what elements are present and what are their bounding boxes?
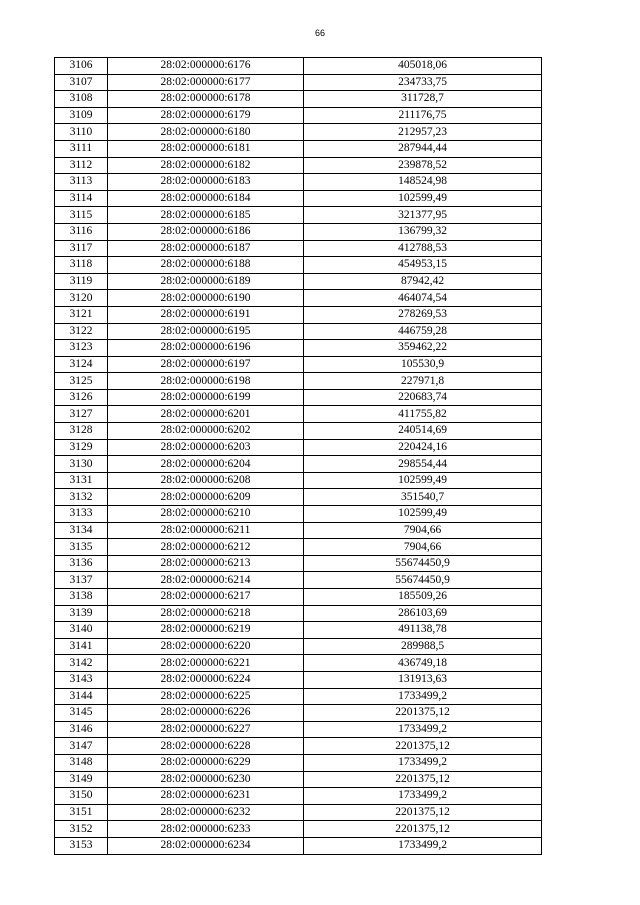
table-row [55, 655, 542, 672]
row-number-cell: 3130 [55, 456, 108, 473]
row-number-cell: 3142 [55, 655, 108, 672]
value-cell: 351540,7 [304, 489, 542, 506]
table-row [55, 323, 542, 340]
table-row [55, 622, 542, 639]
cadastral-number-cell: 28:02:000000:6203 [108, 439, 304, 456]
row-number-cell: 3135 [55, 539, 108, 556]
table-row [55, 306, 542, 323]
row-number-cell: 3108 [55, 91, 108, 108]
table-row [55, 522, 542, 539]
value-cell: 105530,9 [304, 356, 542, 373]
value-cell: 491138,78 [304, 622, 542, 639]
value-cell: 446759,28 [304, 323, 542, 340]
table-row [55, 589, 542, 606]
table-row [55, 439, 542, 456]
row-number-cell: 3131 [55, 472, 108, 489]
value-cell: 287944,44 [304, 140, 542, 157]
cadastral-number-cell: 28:02:000000:6195 [108, 323, 304, 340]
value-cell: 1733499,2 [304, 788, 542, 805]
cadastral-number-cell: 28:02:000000:6208 [108, 472, 304, 489]
row-number-cell: 3144 [55, 688, 108, 705]
row-number-cell: 3153 [55, 837, 108, 854]
value-cell: 239878,52 [304, 157, 542, 174]
table-row [55, 107, 542, 124]
row-number-cell: 3113 [55, 174, 108, 191]
cadastral-number-cell: 28:02:000000:6218 [108, 605, 304, 622]
value-cell: 298554,44 [304, 456, 542, 473]
value-cell: 212957,23 [304, 124, 542, 141]
cadastral-number-cell: 28:02:000000:6185 [108, 207, 304, 224]
row-number-cell: 3149 [55, 771, 108, 788]
row-number-cell: 3151 [55, 804, 108, 821]
value-cell: 220424,16 [304, 439, 542, 456]
cadastral-number-cell: 28:02:000000:6181 [108, 140, 304, 157]
value-cell: 102599,49 [304, 472, 542, 489]
row-number-cell: 3128 [55, 423, 108, 440]
table-row [55, 74, 542, 91]
value-cell: 227971,8 [304, 373, 542, 390]
table-row [55, 506, 542, 523]
table-row [55, 804, 542, 821]
cadastral-number-cell: 28:02:000000:6204 [108, 456, 304, 473]
row-number-cell: 3119 [55, 273, 108, 290]
row-number-cell: 3125 [55, 373, 108, 390]
table-row [55, 207, 542, 224]
table-row [55, 788, 542, 805]
cadastral-number-cell: 28:02:000000:6202 [108, 423, 304, 440]
cadastral-number-cell: 28:02:000000:6191 [108, 306, 304, 323]
value-cell: 185509,26 [304, 589, 542, 606]
row-number-cell: 3117 [55, 240, 108, 257]
value-cell: 136799,32 [304, 223, 542, 240]
cadastral-number-cell: 28:02:000000:6233 [108, 821, 304, 838]
table-row [55, 58, 542, 75]
row-number-cell: 3115 [55, 207, 108, 224]
table-row [55, 406, 542, 423]
row-number-cell: 3110 [55, 124, 108, 141]
row-number-cell: 3134 [55, 522, 108, 539]
value-cell: 1733499,2 [304, 688, 542, 705]
cadastral-number-cell: 28:02:000000:6213 [108, 555, 304, 572]
table-row [55, 373, 542, 390]
value-cell: 289988,5 [304, 638, 542, 655]
table-row [55, 638, 542, 655]
cadastral-number-cell: 28:02:000000:6196 [108, 340, 304, 357]
value-cell: 411755,82 [304, 406, 542, 423]
table-row [55, 140, 542, 157]
cadastral-number-cell: 28:02:000000:6176 [108, 58, 304, 75]
value-cell: 131913,63 [304, 671, 542, 688]
row-number-cell: 3111 [55, 140, 108, 157]
cadastral-number-cell: 28:02:000000:6212 [108, 539, 304, 556]
cadastral-number-cell: 28:02:000000:6221 [108, 655, 304, 672]
value-cell: 405018,06 [304, 58, 542, 75]
value-cell: 211176,75 [304, 107, 542, 124]
table-row [55, 174, 542, 191]
table-row [55, 771, 542, 788]
value-cell: 102599,49 [304, 190, 542, 207]
cadastral-number-cell: 28:02:000000:6219 [108, 622, 304, 639]
row-number-cell: 3147 [55, 738, 108, 755]
value-cell: 321377,95 [304, 207, 542, 224]
table-row [55, 124, 542, 141]
cadastral-number-cell: 28:02:000000:6220 [108, 638, 304, 655]
row-number-cell: 3109 [55, 107, 108, 124]
value-cell: 2201375,12 [304, 821, 542, 838]
value-cell: 2201375,12 [304, 738, 542, 755]
row-number-cell: 3116 [55, 223, 108, 240]
cadastral-number-cell: 28:02:000000:6211 [108, 522, 304, 539]
row-number-cell: 3132 [55, 489, 108, 506]
table-row [55, 423, 542, 440]
table-body [55, 58, 542, 855]
cadastral-number-cell: 28:02:000000:6225 [108, 688, 304, 705]
row-number-cell: 3120 [55, 290, 108, 307]
cadastral-value-table [54, 57, 542, 855]
value-cell: 1733499,2 [304, 754, 542, 771]
row-number-cell: 3138 [55, 589, 108, 606]
table-row [55, 705, 542, 722]
cadastral-number-cell: 28:02:000000:6178 [108, 91, 304, 108]
table-row [55, 837, 542, 854]
cadastral-number-cell: 28:02:000000:6177 [108, 74, 304, 91]
cadastral-number-cell: 28:02:000000:6226 [108, 705, 304, 722]
row-number-cell: 3124 [55, 356, 108, 373]
cadastral-number-cell: 28:02:000000:6224 [108, 671, 304, 688]
cadastral-number-cell: 28:02:000000:6190 [108, 290, 304, 307]
value-cell: 464074,54 [304, 290, 542, 307]
table-row [55, 91, 542, 108]
table-row [55, 738, 542, 755]
cadastral-number-cell: 28:02:000000:6179 [108, 107, 304, 124]
value-cell: 220683,74 [304, 389, 542, 406]
row-number-cell: 3136 [55, 555, 108, 572]
table-row [55, 572, 542, 589]
table-row [55, 157, 542, 174]
row-number-cell: 3141 [55, 638, 108, 655]
cadastral-number-cell: 28:02:000000:6197 [108, 356, 304, 373]
cadastral-number-cell: 28:02:000000:6230 [108, 771, 304, 788]
row-number-cell: 3127 [55, 406, 108, 423]
value-cell: 55674450,9 [304, 572, 542, 589]
value-cell: 234733,75 [304, 74, 542, 91]
cadastral-number-cell: 28:02:000000:6201 [108, 406, 304, 423]
cadastral-number-cell: 28:02:000000:6234 [108, 837, 304, 854]
row-number-cell: 3143 [55, 671, 108, 688]
row-number-cell: 3107 [55, 74, 108, 91]
cadastral-number-cell: 28:02:000000:6232 [108, 804, 304, 821]
value-cell: 7904,66 [304, 522, 542, 539]
table-row [55, 389, 542, 406]
table-row [55, 273, 542, 290]
cadastral-number-cell: 28:02:000000:6214 [108, 572, 304, 589]
row-number-cell: 3139 [55, 605, 108, 622]
cadastral-number-cell: 28:02:000000:6189 [108, 273, 304, 290]
table-row [55, 290, 542, 307]
table-row [55, 190, 542, 207]
cadastral-number-cell: 28:02:000000:6180 [108, 124, 304, 141]
value-cell: 55674450,9 [304, 555, 542, 572]
value-cell: 2201375,12 [304, 804, 542, 821]
table-row [55, 257, 542, 274]
row-number-cell: 3148 [55, 754, 108, 771]
row-number-cell: 3140 [55, 622, 108, 639]
cadastral-number-cell: 28:02:000000:6182 [108, 157, 304, 174]
value-cell: 286103,69 [304, 605, 542, 622]
cadastral-number-cell: 28:02:000000:6231 [108, 788, 304, 805]
cadastral-number-cell: 28:02:000000:6210 [108, 506, 304, 523]
table-row [55, 605, 542, 622]
value-cell: 1733499,2 [304, 837, 542, 854]
row-number-cell: 3126 [55, 389, 108, 406]
value-cell: 454953,15 [304, 257, 542, 274]
value-cell: 87942,42 [304, 273, 542, 290]
row-number-cell: 3112 [55, 157, 108, 174]
value-cell: 1733499,2 [304, 721, 542, 738]
table-row [55, 821, 542, 838]
cadastral-number-cell: 28:02:000000:6217 [108, 589, 304, 606]
value-cell: 2201375,12 [304, 705, 542, 722]
row-number-cell: 3133 [55, 506, 108, 523]
page-number: 66 [314, 28, 325, 38]
value-cell: 311728,7 [304, 91, 542, 108]
table-row [55, 688, 542, 705]
table-row [55, 240, 542, 257]
row-number-cell: 3121 [55, 306, 108, 323]
table-row [55, 539, 542, 556]
row-number-cell: 3123 [55, 340, 108, 357]
value-cell: 2201375,12 [304, 771, 542, 788]
row-number-cell: 3114 [55, 190, 108, 207]
cadastral-number-cell: 28:02:000000:6209 [108, 489, 304, 506]
row-number-cell: 3129 [55, 439, 108, 456]
cadastral-number-cell: 28:02:000000:6228 [108, 738, 304, 755]
cadastral-number-cell: 28:02:000000:6229 [108, 754, 304, 771]
table-row [55, 671, 542, 688]
table-row [55, 721, 542, 738]
cadastral-number-cell: 28:02:000000:6183 [108, 174, 304, 191]
table-row [55, 356, 542, 373]
cadastral-number-cell: 28:02:000000:6186 [108, 223, 304, 240]
cadastral-number-cell: 28:02:000000:6184 [108, 190, 304, 207]
cadastral-number-cell: 28:02:000000:6198 [108, 373, 304, 390]
value-cell: 412788,53 [304, 240, 542, 257]
table-row [55, 754, 542, 771]
row-number-cell: 3152 [55, 821, 108, 838]
value-cell: 278269,53 [304, 306, 542, 323]
cadastral-number-cell: 28:02:000000:6188 [108, 257, 304, 274]
row-number-cell: 3118 [55, 257, 108, 274]
value-cell: 7904,66 [304, 539, 542, 556]
table-row [55, 555, 542, 572]
value-cell: 240514,69 [304, 423, 542, 440]
row-number-cell: 3145 [55, 705, 108, 722]
value-cell: 359462,22 [304, 340, 542, 357]
value-cell: 102599,49 [304, 506, 542, 523]
cadastral-number-cell: 28:02:000000:6227 [108, 721, 304, 738]
cadastral-number-cell: 28:02:000000:6187 [108, 240, 304, 257]
cadastral-number-cell: 28:02:000000:6199 [108, 389, 304, 406]
row-number-cell: 3146 [55, 721, 108, 738]
table-row [55, 489, 542, 506]
row-number-cell: 3106 [55, 58, 108, 75]
value-cell: 436749,18 [304, 655, 542, 672]
table-row [55, 472, 542, 489]
table-row [55, 456, 542, 473]
value-cell: 148524,98 [304, 174, 542, 191]
table-row [55, 223, 542, 240]
row-number-cell: 3137 [55, 572, 108, 589]
row-number-cell: 3150 [55, 788, 108, 805]
row-number-cell: 3122 [55, 323, 108, 340]
table-row [55, 340, 542, 357]
